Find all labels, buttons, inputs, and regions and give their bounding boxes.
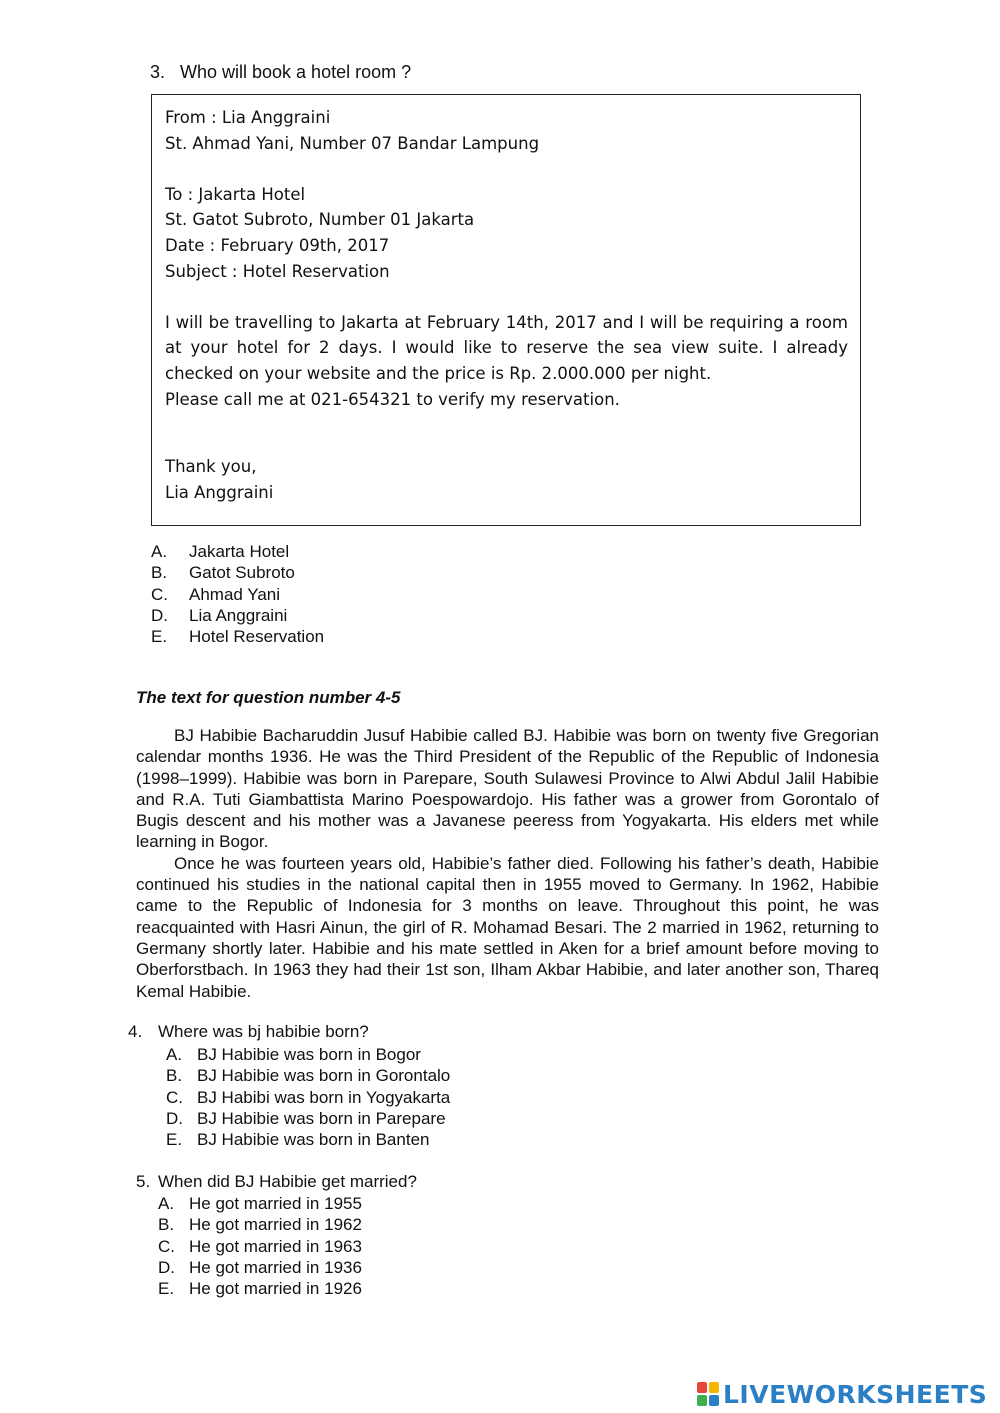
logo-square <box>697 1395 707 1406</box>
option-a[interactable]: A. BJ Habibie was born in Bogor <box>166 1045 421 1064</box>
letter-from-address: St. Ahmad Yani, Number 07 Bandar Lampung <box>165 133 540 153</box>
letter-box <box>151 94 861 526</box>
option-b[interactable]: B. He got married in 1962 <box>158 1215 362 1235</box>
passage-heading: The text for question number 4-5 <box>136 688 401 707</box>
logo-icon <box>697 1382 719 1406</box>
question-number: 4. <box>128 1022 143 1041</box>
passage-paragraph: Once he was fourteen years old, Habibie’s father died. Following his father’s death, Habibie continued his studies in the national capital then in 1955 moved to Germany. In 1962, Habibie came to the Republic of Indonesia for 3 months on leave. Throughout this point, he was reacquainted with Hasri Ainun, the girl of R. Mohamad Besari. The 2 married in 1962, returning to Germany shortly later. Habibie and his mate settled in Aken for a brief amount before moving to Oberforstbach. In 1963 they had their 1st son, Ilham Akbar Habibie, and later another son, Thareq Kemal Habibie. <box>136 853 879 1001</box>
letter-from: From : Lia Anggraini <box>165 108 331 127</box>
letter-date: Date : February 09th, 2017 <box>165 235 390 255</box>
question-4 <box>128 1022 369 1042</box>
option-b[interactable]: B. Gatot Subroto <box>151 563 295 583</box>
letter-to: To : Jakarta Hotel <box>165 184 306 204</box>
option-d[interactable]: D. BJ Habibie was born in Parepare <box>166 1108 446 1128</box>
option-d[interactable]: D. He got married in 1936 <box>158 1257 362 1277</box>
option-a[interactable]: A. He got married in 1955 <box>158 1194 362 1213</box>
option-e[interactable]: E. Hotel Reservation <box>151 627 325 647</box>
option-c[interactable]: C. He got married in 1963 <box>158 1236 362 1256</box>
option-e[interactable]: E. He got married in 1926 <box>158 1279 362 1299</box>
letter-to-address: St. Gatot Subroto, Number 01 Jakarta <box>165 210 475 230</box>
brand-text: LIVEWORKSHEETS <box>723 1379 988 1409</box>
question-5 <box>136 1172 417 1192</box>
passage-text <box>136 725 879 1002</box>
option-c[interactable]: C. BJ Habibi was born in Yogyakarta <box>166 1087 451 1107</box>
logo-square <box>709 1382 719 1393</box>
letter-signature: Lia Anggraini <box>165 482 274 502</box>
question-text: Where was bj habibie born? <box>158 1022 369 1041</box>
option-e[interactable]: E. BJ Habibie was born in Banten <box>166 1130 430 1150</box>
question-number: 5. <box>136 1172 151 1191</box>
question-4-options <box>166 1044 450 1150</box>
option-b[interactable]: B. BJ Habibie was born in Gorontalo <box>166 1066 451 1086</box>
option-d[interactable]: D. Lia Anggraini <box>151 605 288 625</box>
option-a[interactable]: A. Jakarta Hotel <box>151 542 290 561</box>
letter-closing: Thank you, <box>165 457 257 477</box>
question-number: 3. <box>150 62 166 82</box>
liveworksheets-logo[interactable] <box>697 1379 987 1409</box>
passage-paragraph: BJ Habibie Bacharuddin Jusuf Habibie called BJ. Habibie was born on twenty five Gregorian calendar months 1936. He was the Third President of the Republic of the Republic of Indonesia (1998–1999). Habibie was born in Parepare, South Sulawesi Province to Alwi Abdul Jalil Habibie and R.A. Tuti Giambattista Marino Poespowardojo. His father was a grower from Gorontalo of Bugis descent and his mother was a Javanese peeress from Yogyakarta. His elders met while learning in Bogor. <box>136 726 879 852</box>
question-text: Who will book a hotel room ? <box>180 62 412 82</box>
question-5-options <box>158 1193 362 1299</box>
letter-body: I will be travelling to Jakarta at February 14th, 2017 and I will be requiring a room at your hotel for 2 days. I would like to reserve the sea view suite. I already checked on your website and the price is Rp. 2.000.000 per night. <box>165 312 848 383</box>
logo-square <box>709 1395 719 1406</box>
logo-square <box>697 1382 707 1393</box>
question-text: When did BJ Habibie get married? <box>158 1172 417 1191</box>
option-c[interactable]: C. Ahmad Yani <box>151 584 281 604</box>
letter-body-2: Please call me at 021-654321 to verify my reservation. <box>165 389 620 409</box>
question-3 <box>150 62 411 83</box>
letter-subject: Subject : Hotel Reservation <box>165 261 390 281</box>
question-3-options <box>151 541 324 647</box>
